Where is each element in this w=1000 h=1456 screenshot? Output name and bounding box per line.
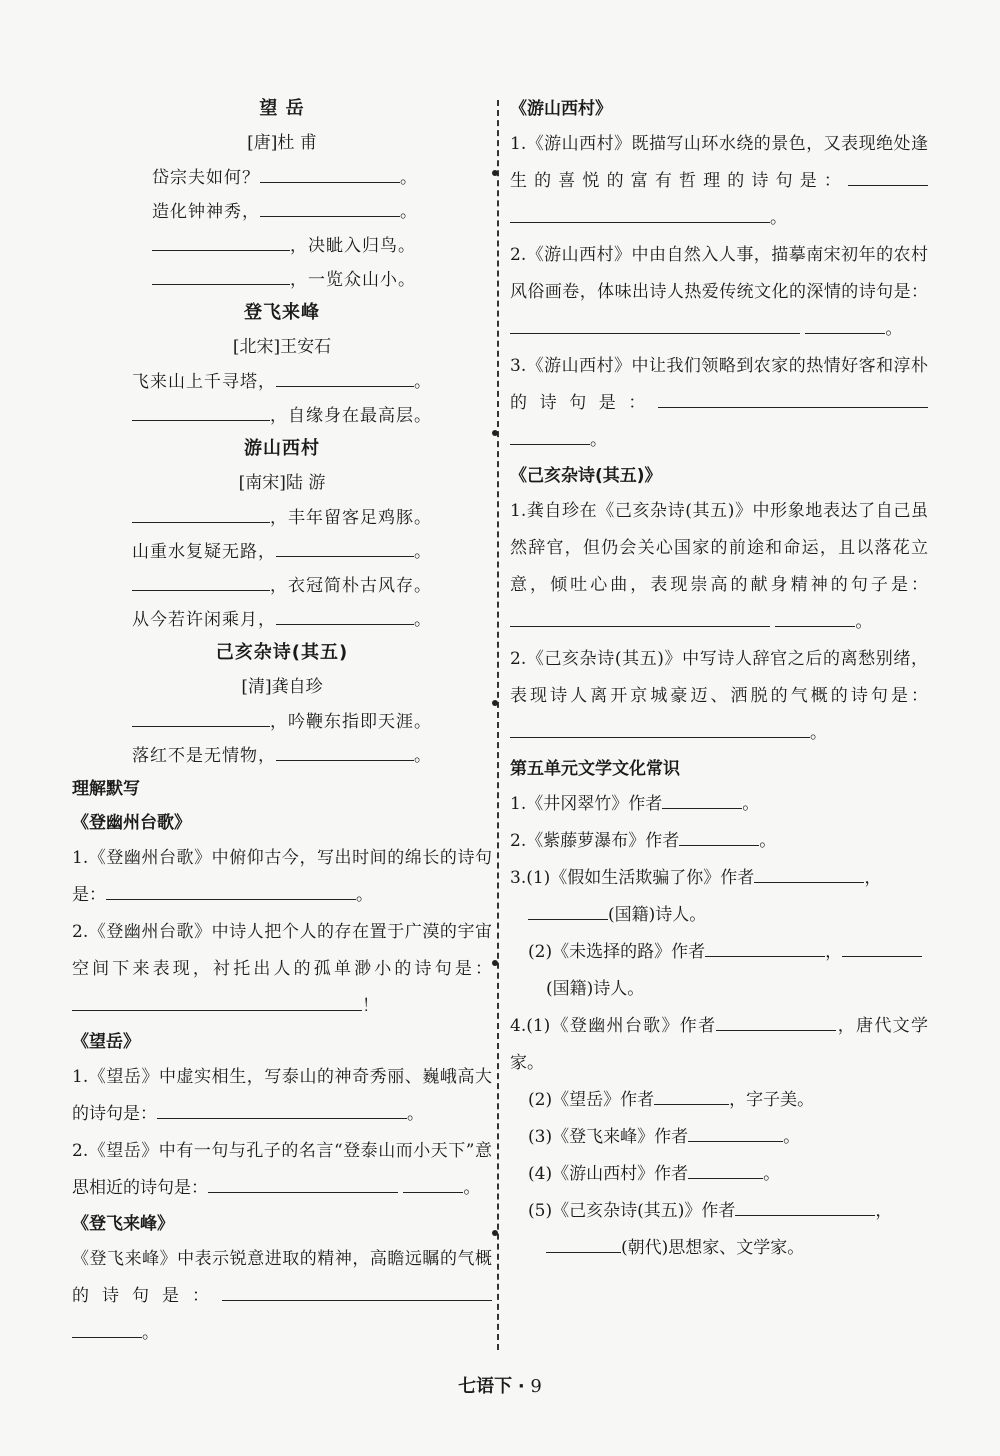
question-text: 3.《游山西村》中让我们领略到农家的热情好客和淳朴的诗句是：: [510, 356, 928, 413]
period: 。: [414, 372, 432, 392]
poem-title-jihaizashi: 己亥杂诗(其五): [215, 642, 349, 663]
question-text: (国籍)诗人。: [608, 905, 707, 925]
period: 。: [414, 542, 432, 562]
question-text: ，字子美。: [729, 1090, 815, 1110]
answer-blank[interactable]: [735, 1193, 875, 1216]
answer-blank[interactable]: [132, 500, 270, 523]
answer-blank[interactable]: [510, 422, 590, 445]
question: [510, 237, 928, 348]
question-text: 2.《望岳》中有一句与孔子的名言“登泰山而小天下”意思相近的诗句是：: [72, 1141, 492, 1198]
question: [510, 641, 928, 752]
period: 。: [590, 430, 607, 450]
question-text: 3.(1)《假如生活欺骗了你》作者: [510, 868, 755, 888]
verse-text: ，丰年留客足鸡豚。: [270, 508, 432, 528]
question: [510, 1119, 928, 1156]
answer-blank[interactable]: [157, 1096, 407, 1119]
answer-blank[interactable]: [662, 786, 742, 809]
question-text: 4.(1)《登幽州台歌》作者: [510, 1016, 717, 1036]
verse-line: [72, 364, 492, 398]
sub-heading-jihai: 《己亥杂诗(其五)》: [510, 466, 662, 486]
verse-text: ，吟鞭东指即天涯。: [270, 712, 432, 732]
question: [510, 1193, 928, 1267]
verse-line: [72, 500, 492, 534]
question-text: 1.《游山西村》既描写山环水绕的景色，又表现绝处逢生的喜悦的富有哲理的诗句是：: [510, 134, 928, 191]
page-number: 9: [530, 1376, 542, 1397]
verse-text: 从今若许闲乘月，: [132, 610, 276, 630]
answer-blank[interactable]: [132, 568, 270, 591]
answer-blank[interactable]: [716, 1008, 836, 1031]
question: [510, 126, 928, 237]
verse-text: ，自缘身在最高层。: [270, 406, 432, 426]
question-text: 2.《登幽州台歌》中诗人把个人的存在置于广漠的宇宙空间下来表现，衬托出人的孤单渺小的诗句是：: [72, 922, 492, 979]
verse-line: [72, 228, 492, 262]
period: 。: [400, 202, 418, 222]
grade-label: 七语下: [458, 1376, 513, 1397]
poem-author-youshanxicun: [南宋]陆 游: [238, 473, 326, 493]
divider-dot: [492, 430, 498, 436]
answer-blank[interactable]: [688, 1119, 783, 1142]
question: [510, 1008, 928, 1082]
question-text: 1.《井冈翠竹》作者: [510, 794, 663, 814]
answer-blank[interactable]: [510, 715, 810, 738]
poem-author-dengfeilaifeng: [北宋]王安石: [232, 337, 332, 357]
period: 。: [855, 612, 873, 632]
question-text: 《登飞来峰》中表示锐意进取的精神，高瞻远瞩的气概的诗句是：: [72, 1249, 492, 1306]
right-column: [510, 92, 928, 1267]
sub-heading-youshan: 《游山西村》: [510, 99, 612, 119]
verse-text: 落红不是无情物，: [132, 746, 276, 766]
section-heading-understanding: 理解默写: [72, 779, 140, 799]
comma: ，: [825, 942, 843, 962]
question-text: 2.《游山西村》中由自然入人事，描摹南宋初年的农村风俗画卷，体味出诗人热爱传统文化的深情的诗句是：: [510, 245, 928, 302]
verse-line: [72, 568, 492, 602]
answer-blank[interactable]: [654, 1082, 729, 1105]
comma: ，: [875, 1201, 893, 1221]
answer-blank[interactable]: [152, 262, 290, 285]
answer-blank[interactable]: [132, 398, 270, 421]
period: 。: [783, 1127, 801, 1147]
period: 。: [763, 1164, 781, 1184]
question: [72, 1059, 492, 1133]
verse-text: 飞来山上千寻塔，: [132, 372, 276, 392]
question-text: (朝代)思想家、文学家。: [621, 1238, 805, 1258]
answer-blank[interactable]: [705, 934, 825, 957]
poem-title-wangyue: 望 岳: [259, 98, 305, 119]
period: 。: [770, 208, 787, 228]
verse-line: [72, 160, 492, 194]
period: 。: [742, 794, 760, 814]
verse-text: ，一览众山小。: [290, 270, 416, 290]
verse-line: [72, 704, 492, 738]
answer-blank[interactable]: [260, 160, 400, 183]
verse-line: [72, 738, 492, 772]
poem-author-wangyue: [唐]杜 甫: [247, 133, 317, 153]
answer-blank[interactable]: [546, 1230, 621, 1253]
answer-blank[interactable]: [152, 228, 290, 251]
period: 。: [759, 831, 777, 851]
verse-text: ，决眦入归鸟。: [290, 236, 416, 256]
question-text: 2.《紫藤萝瀑布》作者: [510, 831, 680, 851]
answer-blank[interactable]: [679, 823, 759, 846]
poem-author-jihaizashi: [清]龚自珍: [241, 677, 323, 697]
answer-blank[interactable]: [276, 364, 414, 387]
question: [510, 493, 928, 641]
comma: ，: [864, 868, 882, 888]
answer-blank[interactable]: [754, 860, 864, 883]
verse-text: 山重水复疑无路，: [132, 542, 276, 562]
poem-title-youshanxicun: 游山西村: [244, 438, 320, 459]
question-text: (2)《望岳》作者: [528, 1090, 655, 1110]
answer-blank[interactable]: [106, 877, 356, 900]
verse-line: [72, 534, 492, 568]
verse-line: [72, 262, 492, 296]
question: [510, 860, 928, 934]
poem-title-dengfeilaifeng: 登飞来峰: [244, 302, 320, 323]
answer-blank[interactable]: [510, 200, 770, 223]
divider-dot: [492, 700, 498, 706]
sub-heading-dengyouzhou: 《登幽州台歌》: [72, 813, 191, 833]
answer-blank[interactable]: [276, 738, 414, 761]
period: 。: [356, 885, 373, 905]
question-text: 2.《己亥杂诗(其五)》中写诗人辞官之后的离愁别绪，表现诗人离开京城豪迈、洒脱的气概的诗句是：: [510, 649, 928, 706]
question-text: ，唐代文学家。: [510, 1016, 928, 1073]
question-text: (2)《未选择的路》作者: [528, 942, 706, 962]
answer-blank[interactable]: [510, 604, 770, 627]
left-column: [72, 92, 492, 1352]
answer-blank[interactable]: [72, 988, 362, 1011]
answer-blank[interactable]: [208, 1170, 398, 1193]
answer-blank[interactable]: [842, 934, 922, 957]
answer-blank[interactable]: [72, 1315, 142, 1338]
question: [510, 348, 928, 459]
verse-line: [72, 194, 492, 228]
question: [510, 934, 928, 1008]
divider-dot: [492, 960, 498, 966]
column-divider: [497, 100, 499, 1350]
question: [510, 823, 928, 860]
section-heading-knowledge: 第五单元文学文化常识: [510, 759, 680, 779]
question-text: (国籍)诗人。: [546, 979, 645, 999]
answer-blank[interactable]: [775, 604, 855, 627]
question: [510, 1082, 928, 1119]
period: 。: [400, 168, 418, 188]
period: 。: [414, 746, 432, 766]
question: [510, 786, 928, 823]
answer-blank[interactable]: [260, 194, 400, 217]
divider-dot: [492, 1230, 498, 1236]
sub-heading-dengfei: 《登飞来峰》: [72, 1214, 174, 1234]
exclaim: ！: [362, 996, 379, 1016]
sub-heading-wangyue: 《望岳》: [72, 1032, 140, 1052]
answer-blank[interactable]: [528, 897, 608, 920]
answer-blank[interactable]: [688, 1156, 763, 1179]
page-footer: [0, 1372, 1000, 1398]
question-text: (4)《游山西村》作者: [528, 1164, 689, 1184]
answer-blank[interactable]: [276, 602, 414, 625]
answer-blank[interactable]: [276, 534, 414, 557]
question: [72, 914, 492, 1025]
footer-dot: ·: [517, 1376, 525, 1397]
verse-text: 岱宗夫如何？: [152, 168, 260, 188]
question-text: 1.《望岳》中虚实相生，写泰山的神奇秀丽、巍峨高大的诗句是：: [72, 1067, 492, 1124]
answer-blank[interactable]: [132, 704, 270, 727]
period: 。: [414, 610, 432, 630]
verse-line: [72, 602, 492, 636]
answer-blank[interactable]: [222, 1278, 492, 1301]
question-text: (3)《登飞来峰》作者: [528, 1127, 689, 1147]
answer-blank[interactable]: [658, 385, 928, 408]
answer-blank[interactable]: [403, 1170, 463, 1193]
period: 。: [885, 319, 903, 339]
period: 。: [142, 1323, 159, 1343]
question: [72, 840, 492, 914]
verse-text: 造化钟神秀，: [152, 202, 260, 222]
verse-text: ，衣冠简朴古风存。: [270, 576, 432, 596]
question-text: (5)《己亥杂诗(其五)》作者: [528, 1201, 736, 1221]
question: [72, 1241, 492, 1352]
answer-blank[interactable]: [510, 311, 800, 334]
question-text: 1.《登幽州台歌》中俯仰古今，写出时间的绵长的诗句是：: [72, 848, 492, 905]
verse-line: [72, 398, 492, 432]
question-text: 1.龚自珍在《己亥杂诗(其五)》中形象地表达了自己虽然辞官，但仍会关心国家的前途和命运，且以落花立意，倾吐心曲，表现崇高的献身精神的句子是：: [510, 501, 928, 595]
answer-blank[interactable]: [805, 311, 885, 334]
divider-dot: [492, 170, 498, 176]
period: 。: [463, 1178, 481, 1198]
question: [72, 1133, 492, 1207]
answer-blank[interactable]: [848, 163, 928, 186]
question: [510, 1156, 928, 1193]
period: 。: [810, 723, 827, 743]
period: 。: [407, 1104, 424, 1124]
